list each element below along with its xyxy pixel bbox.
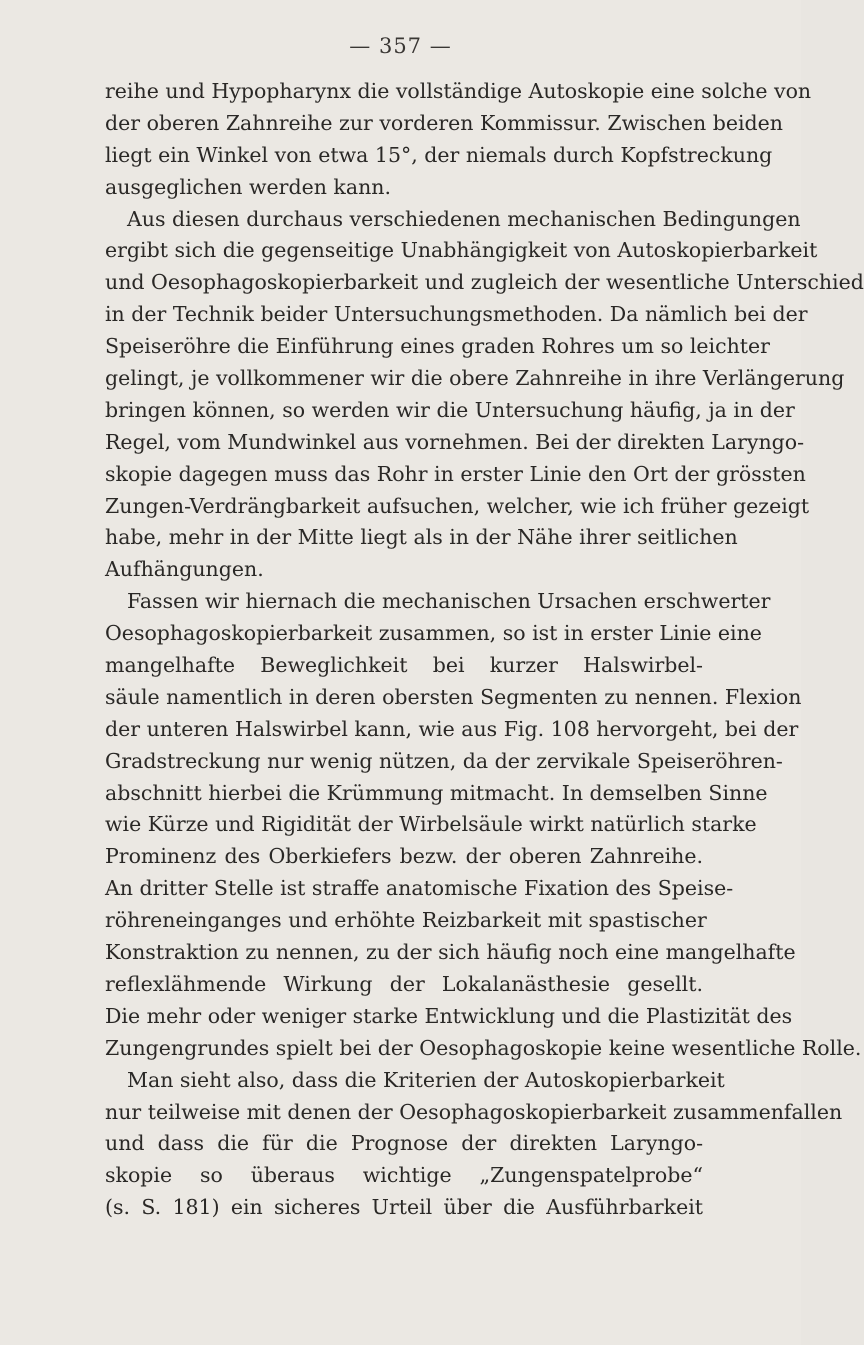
text-line: habe, mehr in der Mitte liegt als in der Nähe ihrer seitlichen bbox=[105, 525, 738, 550]
text-line: Aus diesen durchaus verschiedenen mechanischen Bedingungen bbox=[127, 206, 801, 231]
page-number: — 357 — bbox=[349, 34, 452, 58]
text-line: der oberen Zahnreihe zur vorderen Kommissur. Zwischen beiden bbox=[105, 110, 784, 135]
text-line: bringen können, so werden wir die Untersuchung häufig, ja in der bbox=[105, 397, 795, 422]
text-line: (s. S. 181) ein sicheres Urteil über die Ausführbarkeit bbox=[105, 1195, 703, 1220]
text-line: und dass die für die Prognose der direkten Laryngo- bbox=[105, 1131, 703, 1156]
text-line: skopie so überaus wichtige „Zungenspatelprobe“ bbox=[105, 1163, 703, 1188]
text-line: und Oesophagoskopierbarkeit und zugleich der wesentliche Unterschied bbox=[105, 270, 864, 295]
text-line: der unteren Halswirbel kann, wie aus Fig. 108 hervorgeht, bei der bbox=[105, 716, 799, 741]
text-line: gelingt, je vollkommener wir die obere Zahnreihe in ihre Verlängerung bbox=[105, 366, 845, 391]
text-line: Prominenz des Oberkiefers bezw. der oberen Zahnreihe. bbox=[105, 844, 703, 869]
text-line: liegt ein Winkel von etwa 15°, der niemals durch Kopfstreckung bbox=[105, 142, 773, 167]
text-line: reflexlähmende Wirkung der Lokalanästhesie gesellt. bbox=[105, 971, 703, 996]
text-line: Oesophagoskopierbarkeit zusammen, so ist in erster Linie eine bbox=[105, 621, 762, 646]
text-line: mangelhafte Beweglichkeit bei kurzer Halswirbel- bbox=[105, 653, 703, 678]
text-line: Man sieht also, dass die Kriterien der Autoskopierbarkeit bbox=[127, 1067, 725, 1092]
text-line: Regel, vom Mundwinkel aus vornehmen. Bei der direkten Laryngo- bbox=[105, 429, 805, 454]
text-line: Die mehr oder weniger starke Entwicklung und die Plastizität des bbox=[105, 1003, 793, 1028]
text-line: Fassen wir hiernach die mechanischen Ursachen erschwerter bbox=[127, 589, 771, 614]
text-line: säule namentlich in deren obersten Segmenten zu nennen. Flexion bbox=[105, 684, 802, 709]
text-line: ergibt sich die gegenseitige Unabhängigkeit von Autoskopierbarkeit bbox=[105, 238, 818, 263]
text-line: ausgeglichen werden kann. bbox=[105, 174, 391, 199]
text-line: in der Technik beider Untersuchungsmethoden. Da nämlich bei der bbox=[105, 302, 808, 327]
text-line: An dritter Stelle ist straffe anatomische Fixation des Speise- bbox=[105, 876, 734, 901]
text-line: röhreneinganges und erhöhte Reizbarkeit mit spastischer bbox=[105, 908, 707, 933]
text-line: nur teilweise mit denen der Oesophagoskopierbarkeit zusammenfallen bbox=[105, 1099, 843, 1124]
text-line: Aufhängungen. bbox=[105, 557, 264, 582]
text-line: Speiseröhre die Einführung eines graden Rohres um so leichter bbox=[105, 334, 770, 359]
text-line: reihe und Hypopharynx die vollständige Autoskopie eine solche von bbox=[105, 79, 812, 103]
text-line: Zungen-Verdrängbarkeit aufsuchen, welcher, wie ich früher gezeigt bbox=[105, 493, 810, 518]
text-line: Zungengrundes spielt bei der Oesophagoskopie keine wesentliche Rolle. bbox=[105, 1035, 862, 1060]
text-line: Konstraktion zu nennen, zu der sich häufig noch eine mangelhafte bbox=[105, 940, 796, 965]
text-line: wie Kürze und Rigidität der Wirbelsäule wirkt natürlich starke bbox=[105, 812, 757, 837]
text-line: abschnitt hierbei die Krümmung mitmacht. In demselben Sinne bbox=[105, 780, 768, 805]
text-line: Gradstreckung nur wenig nützen, da der zervikale Speiseröhren- bbox=[105, 748, 783, 773]
body-text bbox=[105, 76, 864, 1224]
text-line: skopie dagegen muss das Rohr in erster Linie den Ort der grössten bbox=[105, 461, 806, 486]
